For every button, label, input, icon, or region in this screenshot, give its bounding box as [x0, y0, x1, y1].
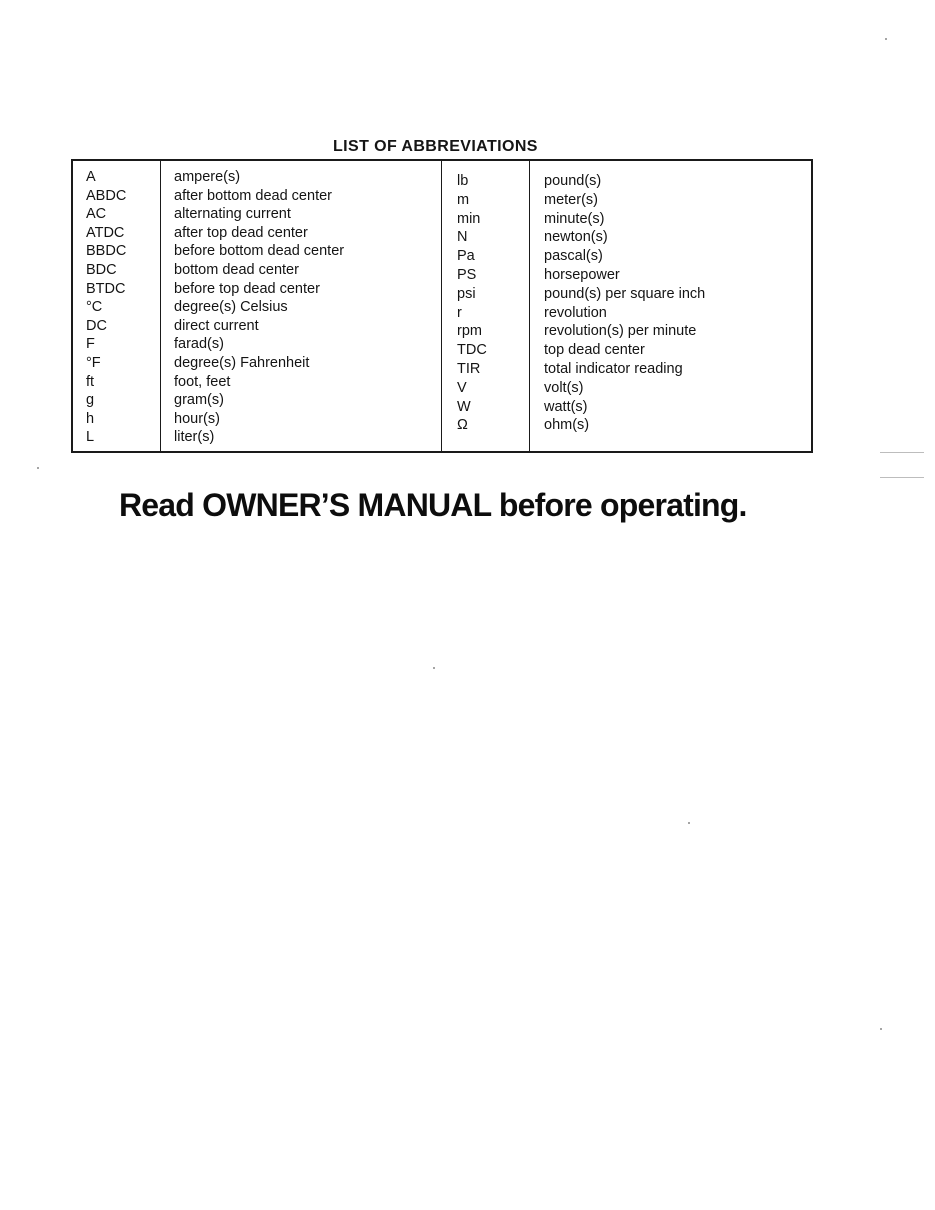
scan-speck	[433, 667, 435, 669]
left-abbreviation: BDC	[86, 262, 117, 278]
left-abbreviation: °C	[86, 299, 103, 316]
column-divider-center	[441, 161, 442, 451]
left-definition: after bottom dead center	[174, 187, 332, 204]
left-abbreviation: F	[86, 336, 95, 353]
right-abbreviation: PS	[457, 267, 477, 283]
right-definition: watt(s)	[544, 398, 588, 415]
left-definition: ampere(s)	[174, 169, 241, 185]
left-definition: degree(s) Fahrenheit	[174, 355, 310, 371]
right-definition: pound(s) per square inch	[544, 285, 706, 302]
left-abbreviation: BBDC	[86, 243, 127, 260]
right-definition: revolution(s) per minute	[544, 323, 697, 340]
column-divider	[529, 161, 530, 451]
left-abbreviation: AC	[86, 206, 107, 223]
page-title: LIST OF ABBREVIATIONS	[333, 138, 538, 155]
right-definition: newton(s)	[544, 229, 608, 246]
right-abbreviation: TDC	[457, 342, 487, 359]
left-abbreviation: g	[86, 392, 95, 409]
scan-speck	[880, 1028, 882, 1030]
scan-speck	[885, 38, 887, 40]
column-divider	[160, 161, 161, 451]
abbreviations-table	[71, 159, 813, 453]
left-definition: direct current	[174, 317, 259, 334]
left-abbreviation: h	[86, 410, 95, 427]
left-definition: bottom dead center	[174, 262, 299, 278]
left-definition: foot, feet	[174, 373, 231, 390]
left-abbreviation: ATDC	[86, 224, 125, 241]
left-definition: before bottom dead center	[174, 243, 345, 260]
right-abbreviation: r	[457, 304, 462, 321]
left-abbreviation: L	[86, 429, 95, 446]
right-definition: minute(s)	[544, 210, 605, 227]
right-abbreviation: N	[457, 229, 468, 246]
right-definition: meter(s)	[544, 191, 598, 208]
left-definition: liter(s)	[174, 429, 215, 446]
left-definition: degree(s) Celsius	[174, 299, 288, 316]
left-abbreviation: ft	[86, 373, 95, 390]
left-definition: farad(s)	[174, 336, 224, 353]
scan-speck	[37, 467, 39, 469]
scan-edge-mark	[880, 452, 924, 453]
left-definition: after top dead center	[174, 224, 308, 241]
owners-manual-notice: Read OWNER’S MANUAL before operating.	[119, 487, 747, 523]
right-abbreviation: Pa	[457, 248, 475, 265]
scan-edge-mark	[880, 477, 924, 478]
right-definition: volt(s)	[544, 379, 584, 396]
left-abbreviation: A	[86, 169, 96, 185]
left-abbreviation: °F	[86, 355, 101, 371]
right-definition: total indicator reading	[544, 361, 683, 377]
left-definition: alternating current	[174, 206, 291, 223]
left-definition: hour(s)	[174, 410, 220, 427]
right-abbreviation: psi	[457, 285, 476, 302]
right-definition: horsepower	[544, 267, 620, 283]
left-definition: before top dead center	[174, 280, 320, 297]
right-abbreviation: W	[457, 398, 471, 415]
left-abbreviation: DC	[86, 317, 107, 334]
right-abbreviation: Ω	[457, 417, 468, 434]
left-definition: gram(s)	[174, 392, 224, 409]
scan-speck	[688, 822, 690, 824]
right-definition: pascal(s)	[544, 248, 603, 265]
right-abbreviation: V	[457, 379, 467, 396]
right-abbreviation: rpm	[457, 323, 482, 340]
right-definition: revolution	[544, 304, 607, 321]
right-definition: pound(s)	[544, 173, 602, 189]
right-definition: ohm(s)	[544, 417, 590, 434]
right-abbreviation: lb	[457, 173, 469, 189]
right-abbreviation: m	[457, 191, 470, 208]
right-abbreviation: min	[457, 210, 481, 227]
right-abbreviation: TIR	[457, 361, 481, 377]
right-definition: top dead center	[544, 342, 645, 359]
left-abbreviation: ABDC	[86, 187, 127, 204]
left-abbreviation: BTDC	[86, 280, 126, 297]
